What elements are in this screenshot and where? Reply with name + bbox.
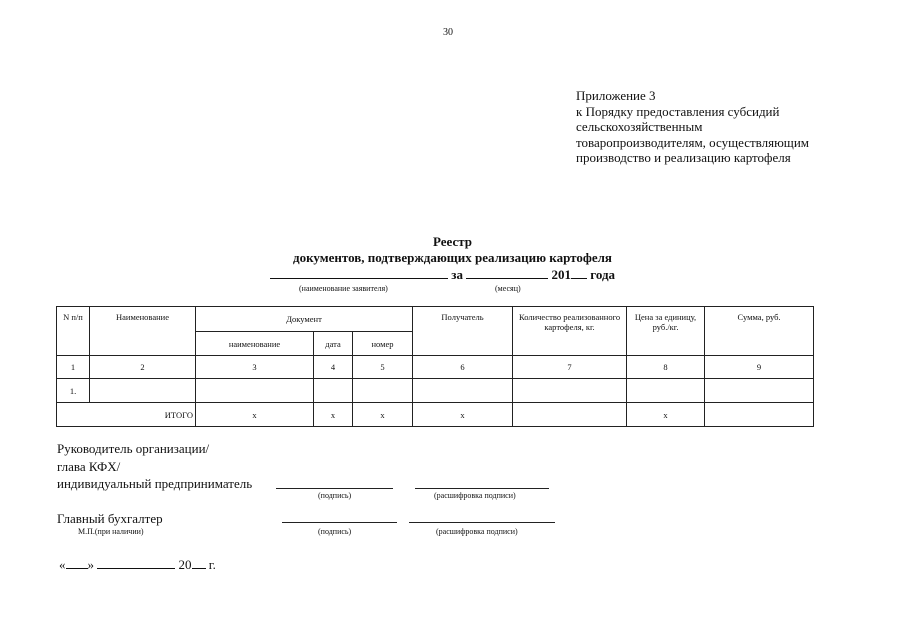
head-signature-line xyxy=(276,488,393,489)
column-number: 4 xyxy=(314,356,353,379)
for-word: за xyxy=(451,267,463,282)
table-cell xyxy=(705,379,814,403)
x-mark: x xyxy=(627,403,705,427)
accountant-title: Главный бухгалтер xyxy=(57,511,163,526)
table-cell xyxy=(705,403,814,427)
appendix-line: Приложение 3 xyxy=(576,88,656,103)
head-signature-caption: (подпись) xyxy=(318,491,352,500)
date-close-quote: » xyxy=(87,557,94,572)
table-cell xyxy=(413,379,513,403)
page-number: 30 xyxy=(443,27,453,38)
header-document: Документ xyxy=(196,307,413,332)
column-number: 5 xyxy=(353,356,413,379)
head-decoding-caption: (расшифровка подписи) xyxy=(434,491,516,500)
x-mark: x xyxy=(353,403,413,427)
date-line xyxy=(59,556,216,573)
appendix-line: производство и реализацию картофеля xyxy=(576,150,791,165)
total-label: ИТОГО xyxy=(90,403,196,427)
period-line xyxy=(270,266,615,283)
column-number: 1 xyxy=(57,356,90,379)
date-year-suffix: г. xyxy=(208,557,216,572)
year-prefix: 201 xyxy=(551,267,571,282)
table-cell xyxy=(353,379,413,403)
table-cell xyxy=(57,403,90,427)
month-blank xyxy=(466,266,548,279)
table-cell xyxy=(196,379,314,403)
table-cell xyxy=(627,379,705,403)
column-number: 9 xyxy=(705,356,814,379)
appendix-line: сельскохозяйственным xyxy=(576,119,703,134)
table-cell xyxy=(90,379,196,403)
table-cell xyxy=(513,379,627,403)
applicant-blank xyxy=(270,266,448,279)
accountant-signature-caption: (подпись) xyxy=(318,527,352,536)
accountant-decoding-caption: (расшифровка подписи) xyxy=(436,527,518,536)
accountant-signature-line xyxy=(282,522,397,523)
month-caption: (месяц) xyxy=(495,284,521,293)
x-mark: x xyxy=(196,403,314,427)
header-recipient: Получатель xyxy=(413,307,513,356)
registry-table xyxy=(56,306,814,427)
date-year-prefix: 20 xyxy=(178,557,192,572)
header-price: Цена за единицу, руб./кг. xyxy=(627,307,705,356)
appendix-block xyxy=(576,88,809,166)
head-title-line1: Руководитель организации/ xyxy=(57,441,210,456)
month-blank xyxy=(97,556,175,569)
day-blank xyxy=(66,556,88,569)
x-mark: x xyxy=(413,403,513,427)
year-word: года xyxy=(590,267,616,282)
header-doc-number: номер xyxy=(353,332,413,356)
table-cell xyxy=(314,379,353,403)
column-number: 7 xyxy=(513,356,627,379)
head-title-line2: глава КФХ/ xyxy=(57,459,121,474)
appendix-line: к Порядку предоставления субсидий xyxy=(576,103,780,119)
x-mark: x xyxy=(314,403,353,427)
header-sum: Сумма, руб. xyxy=(705,307,814,356)
table-cell xyxy=(513,403,627,427)
date-open-quote: « xyxy=(59,557,66,572)
column-number: 6 xyxy=(413,356,513,379)
appendix-line: товаропроизводителям, осуществляющим xyxy=(576,134,810,150)
accountant-decoding-line xyxy=(409,522,555,523)
header-quantity: Количество реализованного картофеля, кг. xyxy=(513,307,627,356)
header-doc-date: дата xyxy=(314,332,353,356)
column-number: 3 xyxy=(196,356,314,379)
header-n: N п/п xyxy=(57,307,90,356)
year-blank xyxy=(571,266,587,279)
registry-subtitle: документов, подтверждающих реализацию картофеля xyxy=(293,250,612,265)
column-number: 8 xyxy=(627,356,705,379)
head-decoding-line xyxy=(415,488,549,489)
header-name: Наименование xyxy=(90,307,196,356)
column-number: 2 xyxy=(90,356,196,379)
row-number: 1. xyxy=(57,379,90,403)
header-doc-name: наименование xyxy=(196,332,314,356)
date-year-blank xyxy=(192,556,206,569)
registry-title: Реестр xyxy=(432,234,472,249)
seal-mark: М.П.(при наличии) xyxy=(78,527,144,536)
head-title-line3: индивидуальный предприниматель xyxy=(57,476,253,491)
applicant-caption: (наименование заявителя) xyxy=(299,284,388,293)
